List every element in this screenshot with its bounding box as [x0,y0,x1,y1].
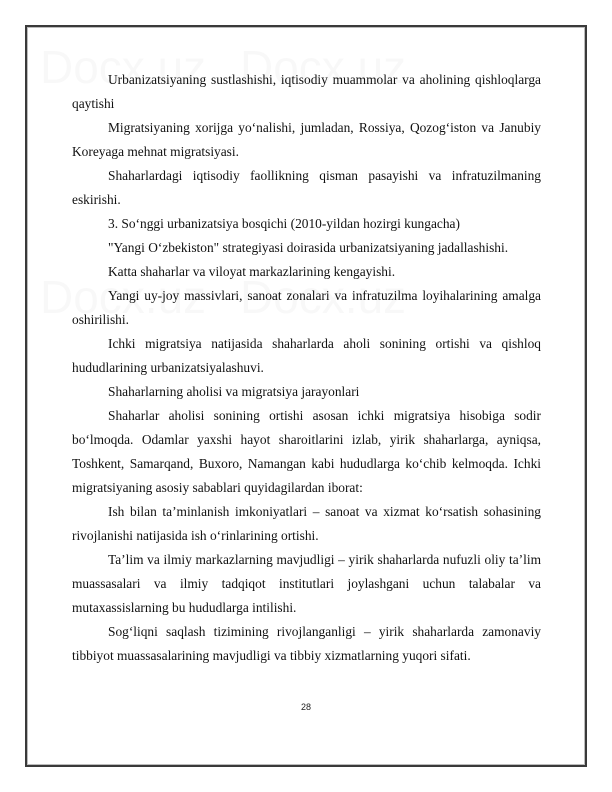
paragraph: Shaharlardagi iqtisodiy faollikning qisman pasayishi va infratuzilmaning eskirishi. [72,168,541,207]
paragraph: Migratsiyaning xorijga yo‘nalishi, jumladan, Rossiya, Qozog‘iston va Janubiy Koreyaga mehnat migratsiyasi. [72,120,541,159]
paragraph: Katta shaharlar va viloyat markazlarining kengayishi. [108,264,396,279]
paragraph: Ta’lim va ilmiy markazlarning mavjudligi – yirik shaharlarda nufuzli oliy ta’lim muassasalari va ilmiy tadqiqot institutlari joylashgani uchun talabalar va mutaxassislarning bu hududlarga intilishi. [72,552,541,615]
document-body [72,68,541,668]
paragraph: Urbanizatsiyaning sustlashishi, iqtisodiy muammolar va aholining qishloqlarga qaytishi [72,72,541,111]
section-heading: 3. So‘nggi urbanizatsiya bosqichi (2010-yildan hozirgi kungacha) [108,216,460,231]
paragraph: Yangi uy-joy massivlari, sanoat zonalari va infratuzilma loyihalarining amalga oshirilishi. [72,288,541,327]
paragraph: "Yangi O‘zbekiston" strategiyasi doirasida urbanizatsiyaning jadallashishi. [108,240,509,255]
paragraph: Shaharlar aholisi sonining ortishi asosan ichki migratsiya hisobiga sodir bo‘lmoqda. Odamlar yaxshi hayot sharoitlarini izlab, yirik shaharlarga, ayniqsa, Toshkent, Samarqand, Buxoro, Namangan kabi hududlarga ko‘chib kelmoqda. Ichki migratsiyaning asosiy sabablari quyidagilardan iborat: [72,408,541,495]
paragraph: Sog‘liqni saqlash tizimining rivojlanganligi – yirik shaharlarda zamonaviy tibbiyot muassasalarining mavjudligi va tibbiy xizmatlarning yuqori sifati. [72,624,541,663]
paragraph: Ichki migratsiya natijasida shaharlarda aholi sonining ortishi va qishloq hududlarining urbanizatsiyalashuvi. [72,336,541,375]
subheading: Shaharlarning aholisi va migratsiya jarayonlari [108,384,360,399]
paragraph: Ish bilan ta’minlanish imkoniyatlari – sanoat va xizmat ko‘rsatish sohasining rivojlanishi natijasida ish o‘rinlarining ortishi. [72,504,541,543]
page-number: 28 [300,702,311,712]
